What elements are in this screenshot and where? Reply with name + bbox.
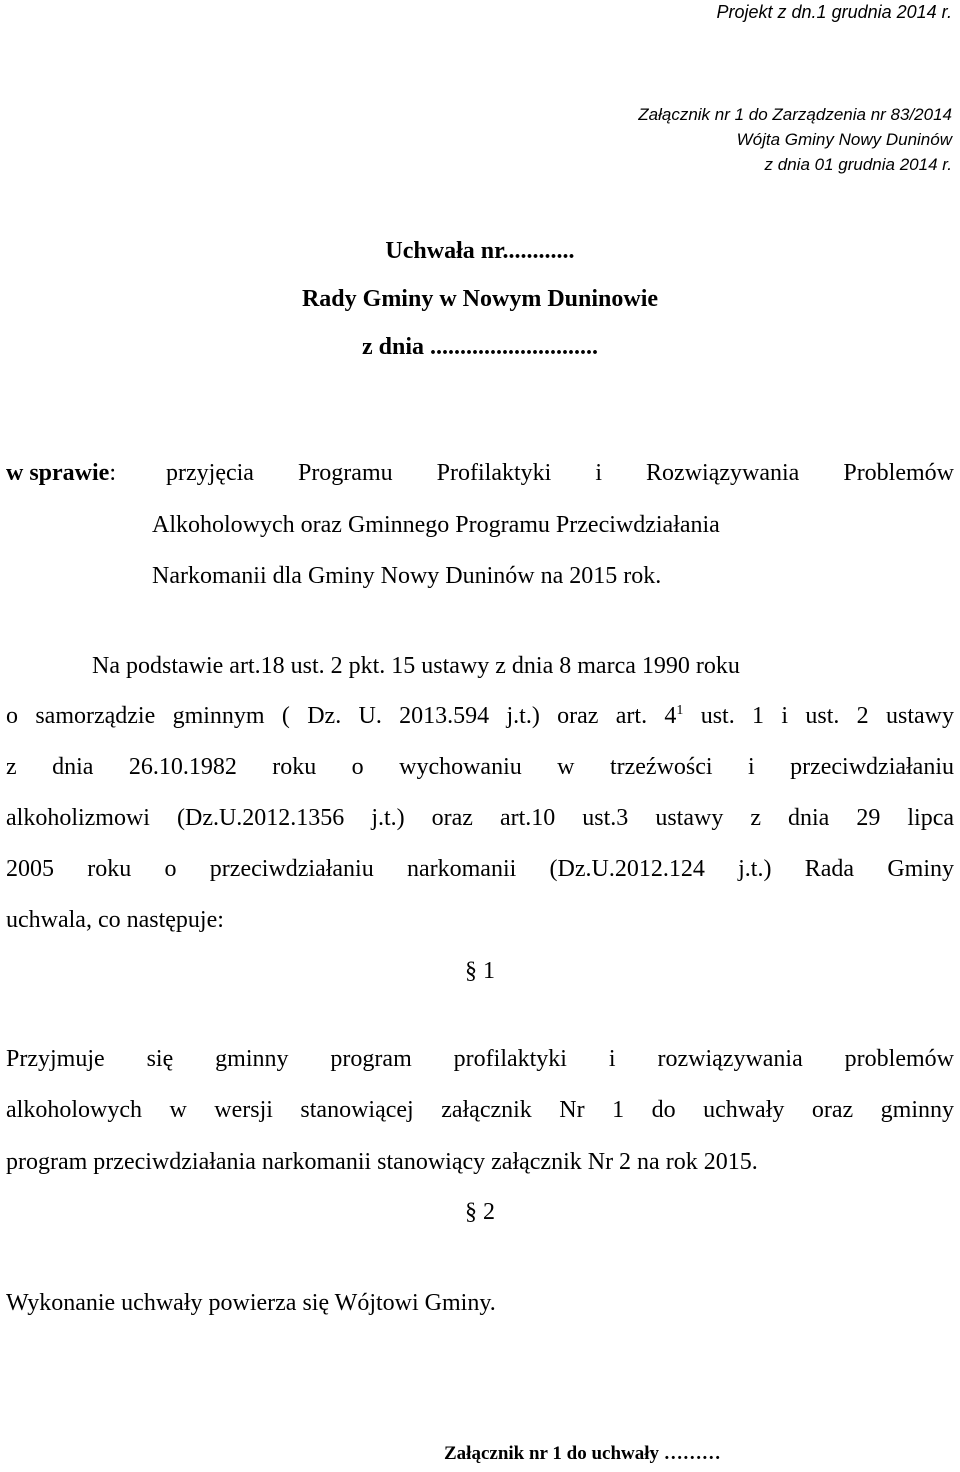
subject-line-1: przyjęcia Programu Profilaktyki i Rozwiązywania Problemów [166, 460, 954, 486]
resolution-date: z dnia ............................ [361, 334, 598, 360]
subject-label-wrap [6, 460, 116, 487]
subject-colon: : [109, 460, 116, 486]
basis-line-1: Na podstawie art.18 ust. 2 pkt. 15 ustawy z dnia 8 marca 1990 roku [92, 653, 740, 679]
basis-line-6: uchwala, co następuje: [6, 907, 224, 933]
annex-line-2: Wójta Gminy Nowy Duninów [736, 130, 952, 149]
council-name: Rady Gminy w Nowym Duninowie [301, 286, 659, 312]
footer-annex-label: Załącznik nr 1 do uchwały ……… [444, 1443, 721, 1464]
subject-label: w sprawie [6, 460, 110, 486]
section-1-line-2: alkoholowych w wersji stanowiącej załącznik Nr 1 do uchwały oraz gminny [6, 1097, 954, 1123]
basis-line-2: o samorządzie gminnym ( Dz. U. 2013.594 j.t.) oraz art. $4^1$ ust. 1 i ust. 2 ustawy [6, 703, 954, 729]
section-1-line-1: Przyjmuje się gminny program profilaktyki i rozwiązywania problemów [6, 1046, 954, 1072]
basis-line-3: z dnia 26.10.1982 roku o wychowaniu w trzeźwości i przeciwdziałaniu [6, 754, 954, 780]
section-1-heading: § 1 [465, 958, 495, 984]
annex-line-1: Załącznik nr 1 do Zarządzenia nr 83/2014 [638, 105, 952, 124]
project-date-note: Projekt z dn.1 grudnia 2014 r. [716, 2, 952, 22]
annex-line-3: z dnia 01 grudnia 2014 r. [764, 155, 952, 174]
section-2-line-1: Wykonanie uchwały powierza się Wójtowi Gminy. [6, 1290, 496, 1316]
subject-line-3: Narkomanii dla Gminy Nowy Duninów na 2015 rok. [152, 563, 662, 589]
section-1-line-3: program przeciwdziałania narkomanii stanowiący załącznik Nr 2 na rok 2015. [6, 1149, 758, 1175]
basis-line-5: 2005 roku o przeciwdziałaniu narkomanii (Dz.U.2012.124 j.t.) Rada Gminy [6, 856, 954, 882]
resolution-number: Uchwała nr............ [385, 238, 575, 264]
basis-line-4: alkoholizmowi (Dz.U.2012.1356 j.t.) oraz art.10 ust.3 ustawy z dnia 29 lipca [6, 805, 954, 831]
section-2-heading: § 2 [465, 1199, 495, 1225]
subject-line-2: Alkoholowych oraz Gminnego Programu Przeciwdziałania [152, 512, 720, 538]
